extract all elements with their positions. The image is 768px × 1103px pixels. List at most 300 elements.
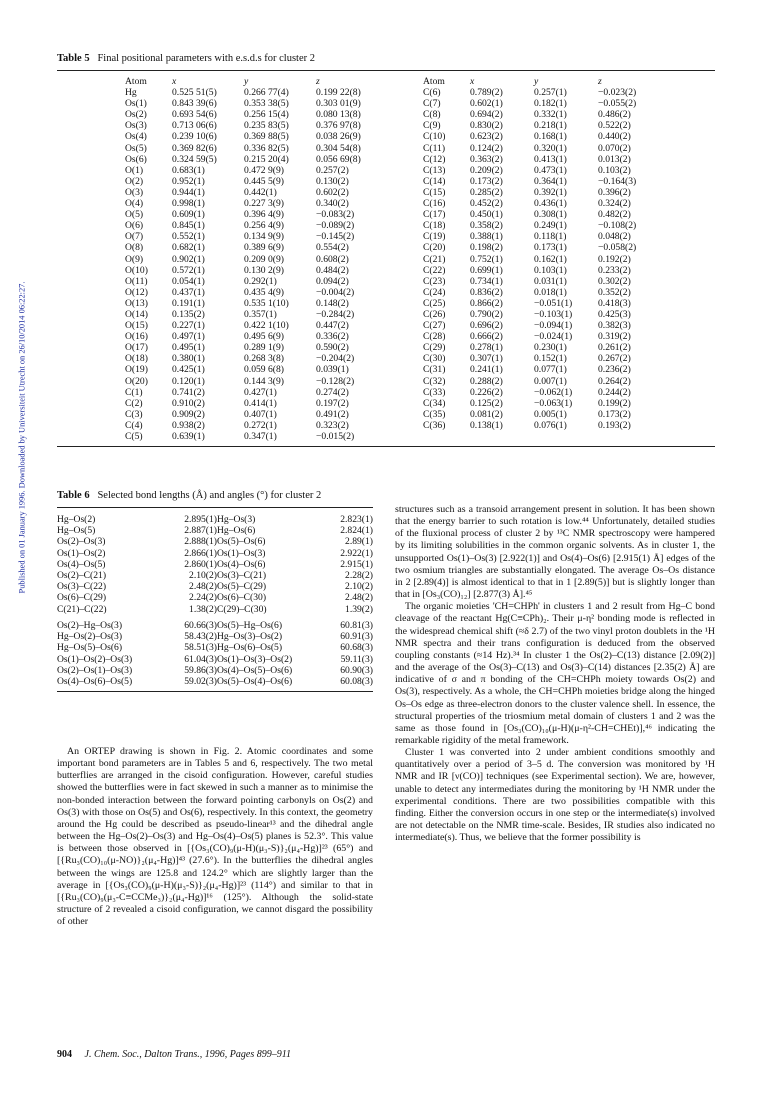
- table6-top-rule: [57, 507, 373, 508]
- table-cell: 0.590(2): [316, 342, 349, 354]
- table-cell: C(14): [423, 175, 446, 187]
- table5-row: [423, 209, 668, 220]
- table-cell: C(4): [125, 419, 143, 431]
- table-cell: O(13): [125, 297, 148, 309]
- table-cell: 0.059 6(8): [244, 364, 284, 376]
- table5-row: [423, 120, 668, 131]
- table-cell: 0.694(2): [470, 109, 503, 121]
- table-cell: 0.192(2): [598, 253, 631, 265]
- table-cell: 0.324 59(5): [172, 153, 217, 165]
- table-cell: 0.308(1): [534, 209, 567, 221]
- table-cell: 60.66(3): [184, 620, 217, 631]
- table-cell: 0.357(1): [244, 308, 277, 320]
- table-cell: Os(6): [125, 153, 147, 165]
- table5-row: [125, 98, 386, 109]
- bond-angle-row: [57, 642, 373, 653]
- table5-row: [423, 376, 668, 387]
- table-cell: 0.031(1): [534, 275, 567, 287]
- table-cell: 0.363(2): [470, 153, 503, 165]
- table-cell: 0.144 3(9): [244, 375, 284, 387]
- table-cell: Os(2)–Hg–Os(3): [57, 620, 123, 631]
- right-column-text: [395, 504, 715, 844]
- table5-header-row: [125, 76, 386, 87]
- table-cell: 0.369 82(6): [172, 142, 217, 154]
- table-cell: 0.244(2): [598, 386, 631, 398]
- table5-row: [125, 87, 386, 98]
- table-cell: 0.173(1): [534, 242, 567, 254]
- download-notice: [14, 210, 28, 670]
- table-cell: 0.080 13(8): [316, 109, 361, 121]
- table-cell: 0.215 20(4): [244, 153, 289, 165]
- table-cell: 0.233(2): [598, 264, 631, 276]
- table-cell: Os(5)–Os(6): [217, 536, 266, 548]
- table-cell: Os(1)–Os(3)–Os(2): [217, 653, 293, 665]
- table-cell: O(3): [125, 186, 144, 198]
- table5-row: [423, 398, 668, 409]
- table-cell: 0.007(1): [534, 375, 567, 387]
- table-cell: Hg–Os(2): [57, 514, 96, 525]
- table-cell: 0.414(1): [244, 397, 277, 409]
- table-cell: 0.418(3): [598, 297, 631, 309]
- table-cell: O(20): [125, 375, 148, 387]
- table-cell: 0.226(2): [470, 386, 503, 398]
- table-cell: 0.302(2): [598, 275, 631, 287]
- table-cell: C(25): [423, 297, 446, 309]
- table5-row: [125, 387, 386, 398]
- table-cell: 0.268 3(8): [244, 353, 284, 365]
- table-cell: 0.910(2): [172, 397, 205, 409]
- table-cell: Os(5)–Os(4)–Os(6): [217, 676, 293, 688]
- table-cell: 0.491(2): [316, 408, 349, 420]
- table5-row: [423, 198, 668, 209]
- table-cell: 0.938(2): [172, 419, 205, 431]
- table-cell: 0.197(2): [316, 397, 349, 409]
- bond-angle-row: [57, 620, 373, 631]
- table-cell: 0.369 88(5): [244, 131, 289, 143]
- table-cell: 2.28(2): [345, 570, 373, 582]
- table5-row: [125, 242, 386, 253]
- table-cell: Os(6)–C(30): [217, 592, 267, 604]
- table-cell: 0.436(1): [534, 198, 567, 210]
- table-cell: C(36): [423, 419, 446, 431]
- table5-row: [423, 420, 668, 431]
- table-cell: 0.209(2): [470, 164, 503, 176]
- table-cell: 61.04(3): [184, 653, 217, 665]
- table-cell: −0.055(2): [598, 98, 637, 110]
- table-cell: −0.024(1): [534, 331, 573, 343]
- table-cell: Os(1)–Os(2): [57, 547, 106, 559]
- table-cell: 0.230(1): [534, 342, 567, 354]
- table5-row: [125, 376, 386, 387]
- table-cell: 0.522(2): [598, 120, 631, 132]
- table-cell: −0.108(2): [598, 220, 637, 232]
- bond-length-row: [57, 525, 373, 536]
- table-cell: 2.888(1): [184, 536, 217, 548]
- table-cell: Hg–Os(6): [217, 525, 256, 537]
- table5-row: [423, 131, 668, 142]
- table-cell: 0.843 39(6): [172, 98, 217, 110]
- paragraph: The organic moieties 'CH=CHPh' in clusters 1 and 2 result from Hg–C bond cleavage of the reactant Hg(C≡CPh)₂. Their μ-η² bonding mode is reflected in the widespread chemical shift (≈δ 2.7) of the two vinyl proton doublets in the ¹H NMR spectra and their trans configuration is deduced from the observed coupling constants (≈14 Hz).³⁴ In cluster 1 the Os(2)–C(13) distance [2.09(2)] and the average of the Os(3)–C(13) and Os(3)–C(14) distances [2.35(2) Å] are indicative of σ and π bonding of the CH=CHPh moiety towards Os(2) and Os(3), respectively. As a whole, the CH=CHPh moieties bridge along the hinged Os–Os edge as three-electron donors to the cluster valence shell. In essence, the structural properties of the triosmium metal domain of clusters 1 and 2 was the same as those found in [Os₃(CO)₁₀(μ-H)(μ-η²-CH=CHEt)],⁴⁶ indicating the remarkable rigidity of the metal framework.: [395, 601, 715, 746]
- table-cell: C(6): [423, 87, 441, 99]
- table-cell: 0.039(1): [316, 364, 349, 376]
- table5-row: [125, 353, 386, 364]
- table5-row: [423, 143, 668, 154]
- table-cell: 0.682(1): [172, 242, 205, 254]
- table-cell: 0.124(2): [470, 142, 503, 154]
- table5-row: [125, 420, 386, 431]
- table-cell: 0.198(2): [470, 242, 503, 254]
- page-number: 904: [57, 1049, 72, 1060]
- table5-row: [423, 276, 668, 287]
- table-cell: 0.364(1): [534, 175, 567, 187]
- table-cell: 0.130 2(9): [244, 264, 284, 276]
- table-cell: 58.51(3): [184, 642, 217, 654]
- table-cell: 0.304 54(8): [316, 142, 361, 154]
- table-cell: O(18): [125, 353, 148, 365]
- table-cell: 0.152(1): [534, 353, 567, 365]
- table-cell: 0.382(3): [598, 320, 631, 332]
- table-cell: Hg–Os(2)–Os(3): [57, 631, 123, 643]
- table-cell: 0.396(2): [598, 186, 631, 198]
- table-cell: 2.866(1): [184, 547, 217, 559]
- table-cell: 0.445 5(9): [244, 175, 284, 187]
- table-cell: 0.347(1): [244, 431, 277, 442]
- table-cell: 0.790(2): [470, 308, 503, 320]
- table-cell: 0.380(1): [172, 353, 205, 365]
- table-cell: 0.138(1): [470, 419, 503, 431]
- table-cell: 59.02(3): [184, 676, 217, 688]
- table-cell: Os(1): [125, 98, 147, 110]
- table-cell: O(6): [125, 220, 144, 232]
- table-cell: 60.90(3): [340, 664, 373, 676]
- table-cell: −0.204(2): [316, 353, 355, 365]
- table5-row: [423, 176, 668, 187]
- table-cell: 0.303 01(9): [316, 98, 361, 110]
- table-cell: 0.081(2): [470, 408, 503, 420]
- table-cell: 0.336(2): [316, 331, 349, 343]
- table-cell: 2.824(1): [340, 525, 373, 537]
- table-cell: 0.285(2): [470, 186, 503, 198]
- table-cell: C(29)–C(30): [217, 603, 267, 615]
- table-cell: 0.789(2): [470, 87, 503, 99]
- table-cell: C(9): [423, 120, 441, 132]
- journal-citation: J. Chem. Soc., Dalton Trans., 1996, Pages 899–911: [84, 1049, 291, 1060]
- table5-row: [423, 353, 668, 364]
- table-cell: 0.452(2): [470, 198, 503, 210]
- table5-row: [423, 242, 668, 253]
- table6-bond-angles: [57, 620, 373, 687]
- bond-angle-row: [57, 631, 373, 642]
- table-cell: 0.227(1): [172, 320, 205, 332]
- table5-row: [423, 165, 668, 176]
- table-cell: 0.267(2): [598, 353, 631, 365]
- table-cell: −0.023(2): [598, 87, 637, 99]
- bond-length-row: [57, 514, 373, 525]
- table5-row: [125, 231, 386, 242]
- table5-row: [423, 331, 668, 342]
- table-cell: Os(3): [125, 120, 147, 132]
- table-cell: 0.422 1(10): [244, 320, 289, 332]
- table-cell: O(16): [125, 331, 148, 343]
- table-cell: 0.076(1): [534, 419, 567, 431]
- table-cell: 0.447(2): [316, 320, 349, 332]
- table-cell: C(35): [423, 408, 446, 420]
- table-cell: O(15): [125, 320, 148, 332]
- table-cell: 0.358(2): [470, 220, 503, 232]
- table-cell: 0.909(2): [172, 408, 205, 420]
- table-cell: 0.435 4(9): [244, 286, 284, 298]
- table-cell: 0.120(1): [172, 375, 205, 387]
- table-cell: 0.495(1): [172, 342, 205, 354]
- table-cell: 0.241(1): [470, 364, 503, 376]
- table-cell: Hg: [125, 87, 137, 99]
- table-cell: 0.666(2): [470, 331, 503, 343]
- table5-header-y: y: [244, 76, 249, 87]
- table-cell: C(7): [423, 98, 441, 110]
- table-cell: 0.227 3(9): [244, 198, 284, 210]
- table-cell: Os(2)–C(21): [57, 570, 107, 582]
- bond-angle-row: [57, 676, 373, 687]
- table5-caption: [57, 53, 315, 64]
- table-cell: 0.440(2): [598, 131, 631, 143]
- table-cell: 58.43(2): [184, 631, 217, 643]
- table-cell: 0.741(2): [172, 386, 205, 398]
- table5-row: [125, 265, 386, 276]
- table5-row: [423, 254, 668, 265]
- table-cell: 0.608(2): [316, 253, 349, 265]
- table5-row: [423, 220, 668, 231]
- table6-caption: [57, 490, 321, 501]
- table-cell: Os(5): [125, 142, 147, 154]
- table-cell: 0.836(2): [470, 286, 503, 298]
- table-cell: 60.68(3): [340, 642, 373, 654]
- table-cell: 60.81(3): [340, 620, 373, 631]
- table-cell: 60.91(3): [340, 631, 373, 643]
- table-cell: 0.320(1): [534, 142, 567, 154]
- table-cell: 2.89(1): [345, 536, 373, 548]
- table-cell: C(17): [423, 209, 446, 221]
- table5-row: [125, 309, 386, 320]
- table5-row: [423, 409, 668, 420]
- table-cell: Os(3)–C(22): [57, 581, 107, 593]
- table5-header-z: z: [598, 76, 602, 87]
- bond-length-row: [57, 592, 373, 603]
- table-cell: 2.10(2): [189, 570, 217, 582]
- table-cell: 0.639(1): [172, 431, 205, 442]
- table-cell: 0.392(1): [534, 186, 567, 198]
- table-cell: 2.895(1): [184, 514, 217, 525]
- table-cell: 0.340(2): [316, 198, 349, 210]
- table-cell: 0.413(1): [534, 153, 567, 165]
- table-cell: 0.103(2): [598, 164, 631, 176]
- table-cell: O(7): [125, 231, 144, 243]
- table-cell: C(18): [423, 220, 446, 232]
- table-cell: 0.407(1): [244, 408, 277, 420]
- table5-left-block: [125, 76, 386, 442]
- bond-length-row: [57, 604, 373, 615]
- table5-row: [125, 143, 386, 154]
- table-cell: −0.058(2): [598, 242, 637, 254]
- table-cell: 0.018(1): [534, 286, 567, 298]
- table-cell: 0.845(1): [172, 220, 205, 232]
- table-cell: 0.376 97(8): [316, 120, 361, 132]
- table-cell: Os(4)–Os(6): [217, 558, 266, 570]
- table-cell: Os(2): [125, 109, 147, 121]
- table-cell: 0.249(1): [534, 220, 567, 232]
- table5-header-z: z: [316, 76, 320, 87]
- table-cell: 0.077(1): [534, 364, 567, 376]
- table-cell: C(23): [423, 275, 446, 287]
- table5-row: [125, 276, 386, 287]
- table5-row: [423, 187, 668, 198]
- table-cell: C(27): [423, 320, 446, 332]
- table-cell: 0.272(1): [244, 419, 277, 431]
- table-cell: Os(2)–Os(1)–Os(3): [57, 664, 133, 676]
- table5-row: [125, 364, 386, 375]
- table5-top-rule: [57, 70, 715, 71]
- table5-row: [423, 287, 668, 298]
- table5-row: [423, 87, 668, 98]
- table-cell: 0.307(1): [470, 353, 503, 365]
- table-cell: 0.264(2): [598, 375, 631, 387]
- table-cell: 0.191(1): [172, 297, 205, 309]
- bond-length-row: [57, 570, 373, 581]
- table5-header-atom: Atom: [125, 76, 147, 87]
- table-cell: Hg–Os(5)–Os(6): [57, 642, 123, 654]
- table-cell: C(19): [423, 231, 446, 243]
- table-cell: Os(1)–Os(2)–Os(3): [57, 653, 133, 665]
- table5-row: [125, 287, 386, 298]
- table-cell: 0.998(1): [172, 198, 205, 210]
- bond-length-row: [57, 581, 373, 592]
- bond-length-row: [57, 548, 373, 559]
- table-cell: 2.823(1): [340, 514, 373, 525]
- table-cell: O(2): [125, 175, 144, 187]
- table-cell: 0.752(1): [470, 253, 503, 265]
- table-cell: 0.103(1): [534, 264, 567, 276]
- table-cell: 0.257(1): [534, 87, 567, 99]
- table-cell: 60.08(3): [340, 676, 373, 688]
- table-cell: Hg–Os(3): [217, 514, 256, 525]
- table-cell: C(34): [423, 397, 446, 409]
- table-cell: 0.495 6(9): [244, 331, 284, 343]
- table-cell: 0.388(1): [470, 231, 503, 243]
- table6-title: Selected bond lengths (Å) and angles (°) for cluster 2: [97, 490, 322, 501]
- table-cell: Os(4)–Os(6)–Os(5): [57, 676, 133, 688]
- table5-row: [423, 320, 668, 331]
- table-cell: 0.182(1): [534, 98, 567, 110]
- table5-row: [125, 409, 386, 420]
- table-cell: 0.497(1): [172, 331, 205, 343]
- download-notice-text: Published on 01 January 1996. Downloaded by Universiteit Utrecht on 26/10/2014 06:22:27.: [17, 281, 27, 594]
- table5-row: [423, 109, 668, 120]
- table-cell: Os(4): [125, 131, 147, 143]
- table-cell: O(9): [125, 253, 144, 265]
- table-cell: 0.623(2): [470, 131, 503, 143]
- table-cell: O(8): [125, 242, 144, 254]
- table6-label: Table 6: [57, 490, 90, 501]
- table5-row: [125, 187, 386, 198]
- table-cell: 0.425(1): [172, 364, 205, 376]
- table5-row: [125, 331, 386, 342]
- table-cell: 0.193(2): [598, 419, 631, 431]
- table-cell: C(21)–C(22): [57, 603, 107, 615]
- table-cell: −0.004(2): [316, 286, 355, 298]
- table-cell: 0.168(1): [534, 131, 567, 143]
- table5-row: [125, 220, 386, 231]
- table-cell: 2.24(2): [189, 592, 217, 604]
- bond-angle-row: [57, 654, 373, 665]
- table-cell: 0.396 4(9): [244, 209, 284, 221]
- table-cell: 0.135(2): [172, 308, 205, 320]
- table6-bottom-rule: [57, 691, 373, 692]
- table-cell: 0.094(2): [316, 275, 349, 287]
- table5-row: [125, 154, 386, 165]
- table-cell: −0.062(1): [534, 386, 573, 398]
- table5-row: [125, 209, 386, 220]
- table-cell: −0.128(2): [316, 375, 355, 387]
- table-cell: C(2): [125, 397, 143, 409]
- table-cell: 0.173(2): [470, 175, 503, 187]
- table-cell: 0.696(2): [470, 320, 503, 332]
- table-cell: −0.051(1): [534, 297, 573, 309]
- table-cell: O(14): [125, 308, 148, 320]
- table-cell: O(19): [125, 364, 148, 376]
- table-cell: 2.887(1): [184, 525, 217, 537]
- table5-header-row: [423, 76, 668, 87]
- table-cell: C(30): [423, 353, 446, 365]
- table-cell: Hg–Os(3)–Os(2): [217, 631, 283, 643]
- table-cell: 0.256 15(4): [244, 109, 289, 121]
- table-cell: 0.199 22(8): [316, 87, 361, 99]
- table-cell: Os(3)–C(21): [217, 570, 267, 582]
- table-cell: C(3): [125, 408, 143, 420]
- table-cell: 2.915(1): [340, 558, 373, 570]
- table-cell: 0.148(2): [316, 297, 349, 309]
- table-cell: 2.10(2): [345, 581, 373, 593]
- table5-label: Table 5: [57, 53, 90, 64]
- table-cell: 0.235 83(5): [244, 120, 289, 132]
- table5-row: [423, 387, 668, 398]
- table5-row: [125, 120, 386, 131]
- table-cell: C(15): [423, 186, 446, 198]
- table-cell: C(24): [423, 286, 446, 298]
- table-cell: 0.554(2): [316, 242, 349, 254]
- table-cell: Hg–Os(6)–Os(5): [217, 642, 283, 654]
- bond-length-row: [57, 559, 373, 570]
- table-cell: C(33): [423, 386, 446, 398]
- table-cell: 0.038 26(9): [316, 131, 361, 143]
- table-cell: O(4): [125, 198, 144, 210]
- table-cell: 0.218(1): [534, 120, 567, 132]
- table-cell: 2.48(2): [189, 581, 217, 593]
- table-cell: −0.103(1): [534, 308, 573, 320]
- table-cell: 59.86(3): [184, 664, 217, 676]
- table5-header-atom: Atom: [423, 76, 445, 87]
- table-cell: 0.472 9(9): [244, 164, 284, 176]
- table-cell: 0.486(2): [598, 109, 631, 121]
- table-cell: 0.257(2): [316, 164, 349, 176]
- table5-row: [125, 431, 386, 442]
- table-cell: Os(6)–C(29): [57, 592, 107, 604]
- table-cell: −0.083(2): [316, 209, 355, 221]
- table-cell: 0.609(1): [172, 209, 205, 221]
- table-cell: 0.442(1): [244, 186, 277, 198]
- table5-row: [125, 165, 386, 176]
- table-cell: 0.336 82(5): [244, 142, 289, 154]
- table-cell: C(22): [423, 264, 446, 276]
- table-cell: −0.145(2): [316, 231, 355, 243]
